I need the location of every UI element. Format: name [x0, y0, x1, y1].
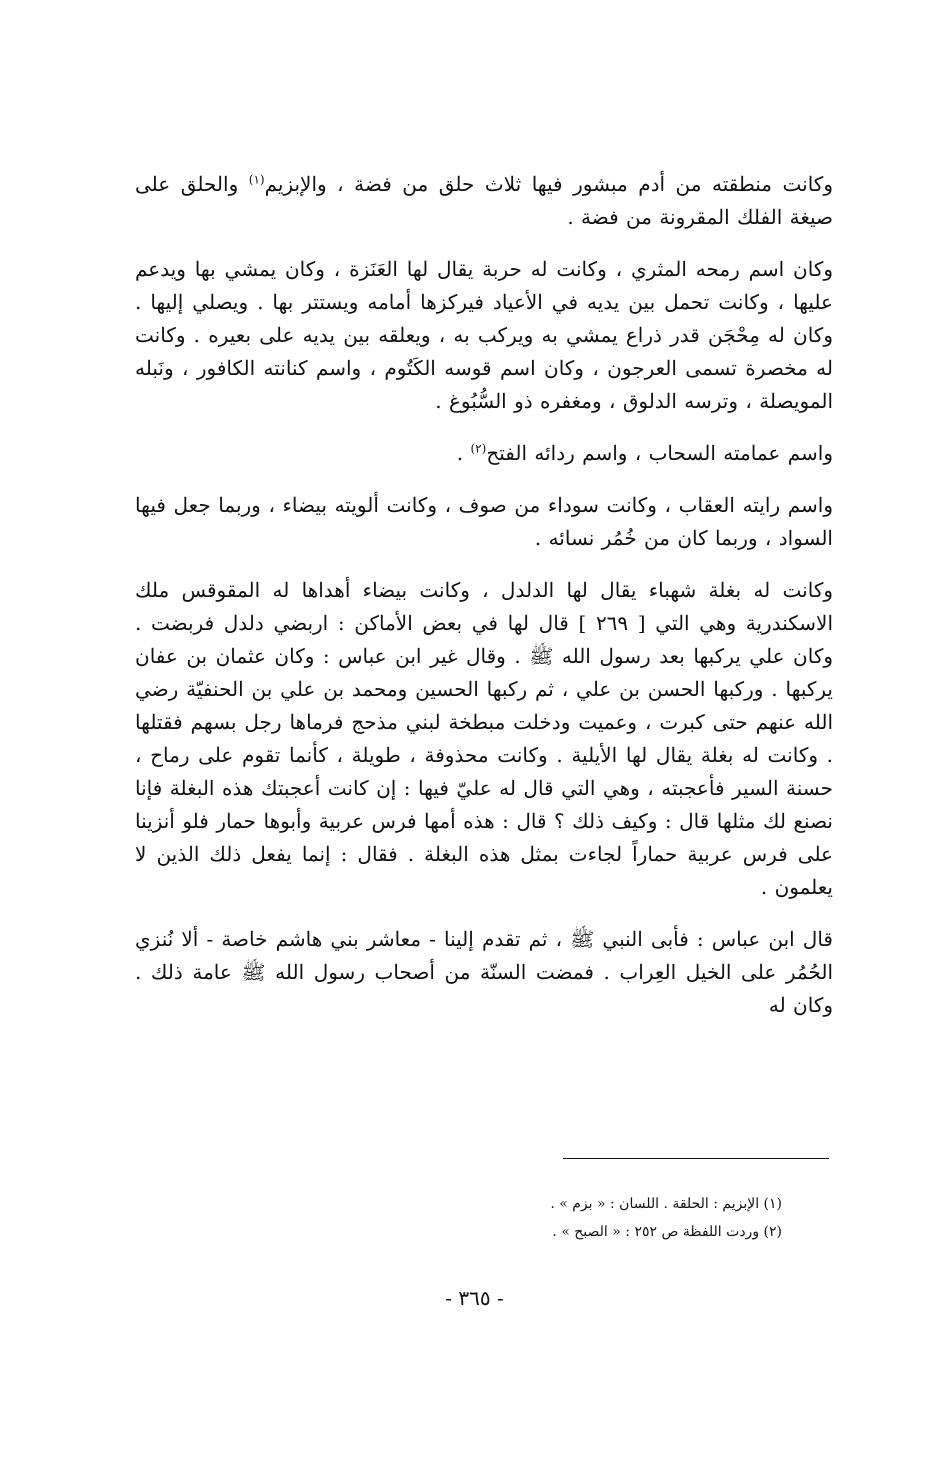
paragraph-belt — [135, 168, 833, 234]
paragraph-text: وكانت منطقته من أدم مبشور فيها ثلاث حلق من فضة ، والإبزيم — [264, 172, 833, 196]
footnotes — [470, 1190, 782, 1246]
paragraph-ibn-abbas: قال ابن عباس : فأبى النبي ﷺ ، ثم تقدم إلينا - معاشر بني هاشم خاصة - ألا نُنزي الحُمُر على الخيل العِراب . فمضت السنّة من أصحاب رسول الله ﷺ عامة ذلك . وكان له — [135, 927, 833, 1017]
paragraph-turban — [135, 437, 833, 470]
footnote-2: (٢) وردت اللفظة ص ٢٥٢ : « الصبح » . — [552, 1224, 782, 1240]
footnote-ref: (١) — [248, 172, 265, 187]
paragraph-text: واسم عمامته السحاب ، واسم ردائه الفتح — [486, 441, 833, 465]
paragraph-text: والحلق على صيغة الفلك المقرونة من فضة . — [135, 172, 833, 229]
page-number: - ٣٦٥ - — [445, 1286, 504, 1310]
paragraph-banner: واسم رايته العقاب ، وكانت سوداء من صوف ، وكانت ألويته بيضاء ، وربما جعل فيها السواد ، وربما كان من خُمُر نسائه . — [135, 493, 833, 550]
paragraph-mule: وكانت له بغلة شهباء يقال لها الدلدل ، وكانت بيضاء أهداها له المقوقس ملك الاسكندرية وهي التي [ ٢٦٩ ] قال لها في بعض الأماكن : اربضي دلدل فربضت . وكان علي يركبها بعد رسول الله ﷺ . وقال غير ابن عباس : وكان عثمان بن عفان يركبها . وركبها الحسن بن علي ، ثم ركبها الحسين ومحمد بن علي بن الحنفيّة رضي الله عنهم حتى كبرت ، وعميت ودخلت مبطخة لبني مذحج فرماها رجل بسهم فقتلها . وكانت له بغلة يقال لها الأيلية . وكانت محذوفة ، طويلة ، كأنما تقوم على رماح ، حسنة السير فأعجبته ، وهي التي قال له عليّ فيها : إن كانت أعجبتك هذه البغلة فإنا نصنع لك مثلها قال : وكيف ذلك ؟ قال : هذه أمها فرس عربية وأبوها حمار فلو أنزينا على فرس عربية حماراً لجاءت بمثل هذه البغلة . فقال : إنما يفعل ذلك الذين لا يعلمون . — [135, 578, 833, 899]
footnote-ref: (٢) — [470, 441, 487, 456]
paragraph-weapons: وكان اسم رمحه المثري ، وكانت له حربة يقال لها العَنَزة ، وكان يمشي بها ويدعم عليها ، وكانت تحمل بين يديه في الأعياد فيركزها أمامه ويستتر بها . ويصلي إليها . وكان له مِحْجَن قدر ذراع يمشي به ويركب به ، ويعلقه بين يديه على بعيره . وكانت له مخصرة تسمى العرجون ، وكان اسم قوسه الكَتُوم ، واسم كنانته الكافور ، ونَبله المويصلة ، وترسه الدلوق ، ومغفره ذو السُّبُوغ . — [135, 257, 833, 413]
footnote-1: (١) الإبزيم : الحلقة . اللسان : « بزم » . — [550, 1196, 782, 1212]
paragraph-text: . — [456, 441, 471, 465]
main-text — [135, 168, 833, 1022]
footnote-divider — [563, 1158, 829, 1159]
